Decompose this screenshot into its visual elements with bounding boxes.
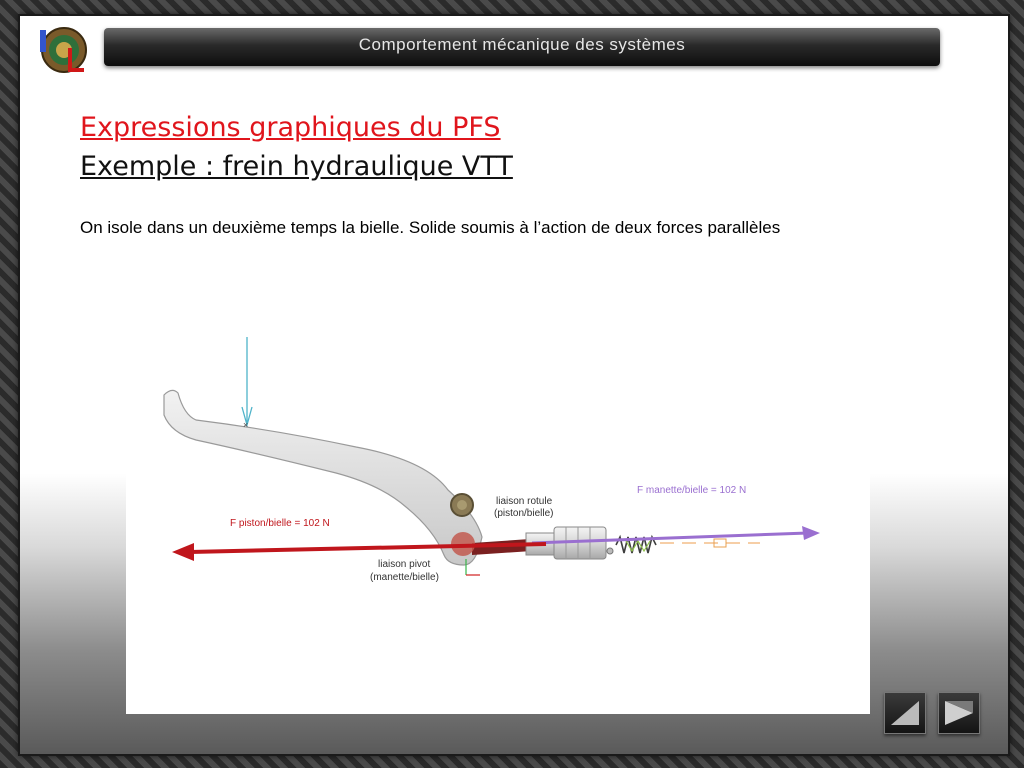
page-subheading: Exemple : frein hydraulique VTT bbox=[80, 151, 513, 182]
next-slide-button[interactable] bbox=[938, 692, 980, 734]
svg-text:×: × bbox=[243, 420, 249, 430]
triangle-right-icon bbox=[943, 697, 975, 729]
triangle-left-icon bbox=[889, 697, 921, 729]
slide bbox=[18, 14, 1010, 756]
liaison-rotule-sublabel: (piston/bielle) bbox=[494, 508, 554, 519]
description-text: On isole dans un deuxième temps la bielle. Solide soumis à l’action de deux forces parallèles bbox=[80, 218, 781, 237]
force-manette-label: F manette/bielle = 102 N bbox=[637, 485, 747, 496]
previous-slide-button[interactable] bbox=[884, 692, 926, 734]
liaison-rotule-label: liaison rotule bbox=[496, 496, 553, 507]
logo-icon bbox=[38, 24, 90, 76]
page-heading: Expressions graphiques du PFS bbox=[80, 112, 501, 143]
brake-diagram bbox=[126, 275, 870, 714]
force-piston-label: F piston/bielle = 102 N bbox=[230, 518, 330, 529]
blank-caption-box bbox=[392, 275, 632, 313]
brake-lever bbox=[164, 390, 482, 565]
header-title: Comportement mécanique des systèmes bbox=[104, 28, 940, 66]
liaison-pivot-label: liaison pivot bbox=[378, 559, 431, 570]
liaison-pivot-sublabel: (manette/bielle) bbox=[370, 572, 439, 583]
